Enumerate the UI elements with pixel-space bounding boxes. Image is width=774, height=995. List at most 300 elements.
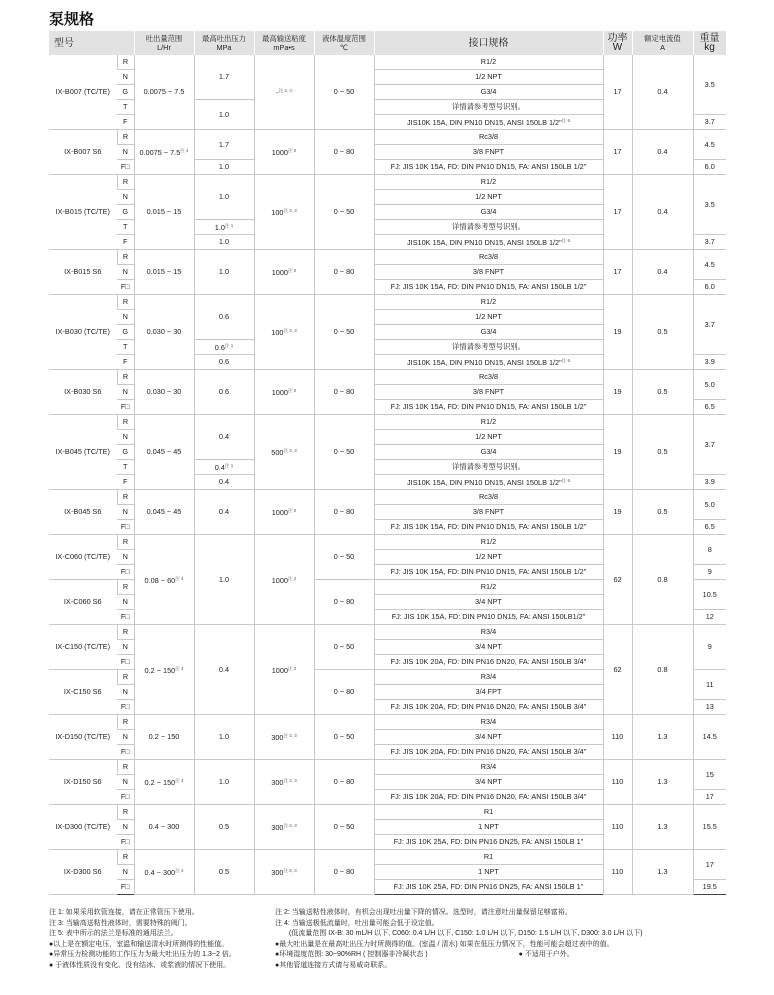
table-cell: 3.5: [693, 175, 726, 235]
table-cell: FJ: JIS 10K 20A, FD: DIN PN16 DN20, FA: ANSI 150LB 3/4": [374, 700, 603, 715]
table-cell: 3/4 NPT: [374, 595, 603, 610]
header-model: 型号: [49, 31, 134, 55]
table-cell: 0 ~ 50: [314, 805, 374, 850]
table-cell: 0.015 ~ 15: [134, 175, 194, 250]
model-cell: IX-C060 S6: [49, 580, 117, 625]
model-cell: IX-B045 S6: [49, 490, 117, 535]
pump-spec-table: [49, 31, 727, 895]
connection-code-cell: R: [117, 490, 134, 505]
table-cell: R3/4: [374, 760, 603, 775]
table-row: [49, 415, 726, 430]
table-cell: R1/2: [374, 175, 603, 190]
model-cell: IX-B045 (TC/TE): [49, 415, 117, 490]
footnote-ref: 注 2: [287, 148, 297, 153]
connection-code-cell: T: [117, 340, 134, 355]
header-max-pressure: 最高吐出压力 MPa: [194, 31, 254, 55]
connection-code-cell: N: [117, 190, 134, 205]
table-cell: 1.0: [194, 250, 254, 295]
table-cell: 1.7: [194, 55, 254, 100]
model-cell: IX-C060 (TC/TE): [49, 535, 117, 580]
table-cell: FJ: JIS 10K 25A, FD: DIN PN16 DN25, FA: ANSI 150LB 1": [374, 880, 603, 895]
table-row: [49, 250, 726, 265]
header-weight: 重量 kg: [693, 31, 726, 55]
table-cell: G3/4: [374, 205, 603, 220]
table-cell: 1/2 NPT: [374, 190, 603, 205]
table-cell: R1/2: [374, 580, 603, 595]
table-cell: 4.5: [693, 130, 726, 160]
connection-code-cell: F□: [117, 880, 134, 895]
connection-code-cell: R: [117, 850, 134, 865]
table-cell: $300^{注 2, 3}$: [254, 715, 314, 760]
connection-code-cell: F□: [117, 160, 134, 175]
table-cell: 0 ~ 80: [314, 490, 374, 535]
table-cell: $1000^{注 2}$: [254, 370, 314, 415]
connection-code-cell: F: [117, 475, 134, 490]
model-cell: IX-B015 S6: [49, 250, 117, 295]
table-row: [49, 850, 726, 865]
connection-code-cell: N: [117, 265, 134, 280]
table-row: [49, 760, 726, 775]
footnote-line: 注 1: 如果采用软管连接，请在正常管压下使用。: [49, 909, 199, 916]
table-cell: 1.7: [194, 130, 254, 160]
connection-code-cell: N: [117, 145, 134, 160]
table-cell: 1.0: [194, 535, 254, 625]
table-cell: 0.4: [194, 475, 254, 490]
footnote-line: 注 5: 表中所示的法兰是标准的通用法兰。: [49, 930, 178, 937]
connection-code-cell: G: [117, 445, 134, 460]
table-cell: 6.0: [693, 280, 726, 295]
table-cell: 19: [603, 490, 632, 535]
table-cell: JIS10K 15A, DIN PN10 DN15, ANSI 150LB 1/2"$^{注 5}$: [374, 235, 603, 250]
header-current: 额定电流值 A: [632, 31, 693, 55]
connection-code-cell: R: [117, 295, 134, 310]
table-cell: 0.4: [632, 55, 693, 130]
model-cell: IX-B030 S6: [49, 370, 117, 415]
table-cell: 8: [693, 535, 726, 565]
header-power: 功率 W: [603, 31, 632, 55]
table-cell: 1.3: [632, 760, 693, 805]
table-cell: 5.0: [693, 490, 726, 520]
table-cell: $1.0^{注 1}$: [194, 220, 254, 235]
table-cell: 110: [603, 850, 632, 895]
connection-code-cell: F□: [117, 790, 134, 805]
table-cell: 0.6: [194, 355, 254, 370]
table-cell: $300^{注 2, 3}$: [254, 850, 314, 895]
table-cell: 1.0: [194, 160, 254, 175]
footnote-ref: 注 2, 3: [278, 88, 292, 93]
table-cell: 15: [693, 760, 726, 790]
connection-code-cell: R: [117, 580, 134, 595]
table-cell: Rc3/8: [374, 130, 603, 145]
table-cell: 1.0: [194, 235, 254, 250]
table-cell: R3/4: [374, 670, 603, 685]
table-cell: Rc3/8: [374, 370, 603, 385]
table-cell: 62: [603, 535, 632, 625]
table-cell: 1/2 NPT: [374, 310, 603, 325]
footnote-ref: 注 4: [175, 665, 184, 671]
footnote-line: 注 4: 当输送极低流量时，吐出量可能会低于设定值。: [275, 919, 439, 927]
table-cell: 0.0075 ~ $7.5^{注 4}$: [134, 130, 194, 175]
table-cell: 0 ~ 80: [314, 850, 374, 895]
table-cell: 0.4: [632, 130, 693, 175]
table-cell: 110: [603, 805, 632, 850]
table-cell: 19.5: [693, 880, 726, 895]
table-cell: 0 ~ 50: [314, 55, 374, 130]
connection-code-cell: F: [117, 115, 134, 130]
footnote-line: ●环境湿度范围: 30~90%RH ( 控制器非冷凝状态 ) ● 不适用于户外。: [275, 951, 574, 958]
table-cell: 3/4 NPT: [374, 775, 603, 790]
footnote-ref: 注 2, 3: [283, 328, 297, 333]
table-header-row: [49, 31, 726, 55]
table-row: [49, 715, 726, 730]
table-cell: 0.0075 ~ 7.5: [134, 55, 194, 130]
table-cell: 0.4 ~ $300^{注 4}$: [134, 850, 194, 895]
connection-code-cell: T: [117, 100, 134, 115]
table-cell: 0.8: [632, 625, 693, 715]
table-cell: 0.4: [632, 175, 693, 250]
table-cell: 19: [603, 415, 632, 490]
table-cell: JIS10K 15A, DIN PN10 DN15, ANSI 150LB 1/2"$^{注 5}$: [374, 355, 603, 370]
table-cell: G3/4: [374, 445, 603, 460]
table-cell: G3/4: [374, 85, 603, 100]
table-cell: 1 NPT: [374, 820, 603, 835]
table-row: [49, 490, 726, 505]
table-cell: 0 ~ 80: [314, 580, 374, 625]
model-cell: IX-B007 S6: [49, 130, 117, 175]
connection-code-cell: T: [117, 460, 134, 475]
table-cell: 1.0: [194, 760, 254, 805]
connection-code-cell: F□: [117, 280, 134, 295]
connection-code-cell: N: [117, 775, 134, 790]
table-cell: 0 ~ 50: [314, 295, 374, 370]
table-cell: 6.5: [693, 400, 726, 415]
table-cell: 1 NPT: [374, 865, 603, 880]
table-cell: 0.2 ~ $150^{注 4}$: [134, 625, 194, 715]
connection-code-cell: N: [117, 820, 134, 835]
table-cell: 0.4: [194, 490, 254, 535]
footnote-line: 注 3: 当输高送粘性液体时，需要特殊的阀门。: [49, 919, 192, 927]
table-cell: $1000^{注 2}$: [254, 490, 314, 535]
connection-code-cell: R: [117, 805, 134, 820]
table-cell: 0 ~ 50: [314, 625, 374, 670]
footnote-ref: 注 2: [287, 388, 297, 393]
footnotes-right: [275, 908, 643, 971]
model-cell: IX-D300 S6: [49, 850, 117, 895]
table-cell: 62: [603, 625, 632, 715]
connection-code-cell: R: [117, 55, 134, 70]
table-cell: FJ: JIS 10K 15A, FD: DIN PN10 DN15, FA: ANSI 150LB 1/2": [374, 280, 603, 295]
connection-code-cell: F□: [117, 610, 134, 625]
connection-code-cell: G: [117, 205, 134, 220]
connection-code-cell: R: [117, 535, 134, 550]
connection-code-cell: F□: [117, 835, 134, 850]
footnote-ref: 注 5: [561, 118, 570, 123]
model-cell: IX-B015 (TC/TE): [49, 175, 117, 250]
table-cell: 0.08 ~ $60^{注 4}$: [134, 535, 194, 625]
table-cell: 0.5: [632, 295, 693, 370]
table-cell: 0.4: [194, 625, 254, 715]
table-cell: 0 ~ 80: [314, 760, 374, 805]
table-cell: 4.5: [693, 250, 726, 280]
table-cell: $1000^{注 2}$: [254, 535, 314, 625]
table-cell: R1: [374, 805, 603, 820]
footnote-ref: 注 2, 3: [283, 448, 297, 453]
table-cell: 1.3: [632, 715, 693, 760]
connection-code-cell: R: [117, 415, 134, 430]
table-cell: 3.5: [693, 55, 726, 115]
table-cell: 6.5: [693, 520, 726, 535]
table-cell: 0 ~ 80: [314, 130, 374, 175]
footnote-ref: 注 2, 3: [283, 208, 297, 213]
footnote-ref: 注 5: [561, 478, 570, 483]
connection-code-cell: N: [117, 730, 134, 745]
table-cell: $100^{注 2, 3}$: [254, 175, 314, 250]
model-cell: IX-C150 (TC/TE): [49, 625, 117, 670]
table-cell: -$^{注 2, 3}$: [254, 55, 314, 130]
table-cell: 19: [603, 370, 632, 415]
table-cell: 0 ~ 80: [314, 370, 374, 415]
table-cell: $1000^{注 2}$: [254, 250, 314, 295]
table-cell: 0.5: [194, 805, 254, 850]
table-cell: 17: [693, 850, 726, 880]
table-cell: Rc3/8: [374, 250, 603, 265]
connection-code-cell: N: [117, 430, 134, 445]
table-cell: 3/4 NPT: [374, 730, 603, 745]
footnote-line: 注 2: 当输送粘性液体时，有机会出现吐出量下降的情况。选型时，请注意吐出量保留足够富裕。: [275, 909, 572, 916]
table-cell: 详情请参考型号识别。: [374, 340, 603, 355]
table-cell: 110: [603, 715, 632, 760]
table-cell: R1/2: [374, 55, 603, 70]
table-cell: 0 ~ 80: [314, 250, 374, 295]
model-cell: IX-D150 (TC/TE): [49, 715, 117, 760]
connection-code-cell: R: [117, 760, 134, 775]
table-cell: 3/4 FPT: [374, 685, 603, 700]
footnote-line: ● 于液体性质没有变化、没有结冰、或浆液的情况下使用。: [49, 961, 231, 969]
table-cell: R1/2: [374, 295, 603, 310]
table-cell: 11: [693, 670, 726, 700]
connection-code-cell: N: [117, 865, 134, 880]
table-cell: $1000^{注 2}$: [254, 130, 314, 175]
table-cell: G3/4: [374, 325, 603, 340]
table-cell: R3/4: [374, 715, 603, 730]
table-cell: 0.4 ~ 300: [134, 805, 194, 850]
table-row: [49, 175, 726, 190]
table-cell: 10.5: [693, 580, 726, 610]
table-cell: 3.7: [693, 115, 726, 130]
table-cell: 详情请参考型号识别。: [374, 100, 603, 115]
footnote-line: ●异常压力检测功能的工作压力为最大吐出压力的 1.3~2 倍。: [49, 951, 236, 958]
table-cell: $500^{注 2, 3}$: [254, 415, 314, 490]
footnote-ref: 注 5: [561, 358, 570, 363]
table-row: [49, 130, 726, 145]
table-cell: 17: [693, 790, 726, 805]
footnote-ref: 注 2, 3: [283, 733, 297, 738]
header-flow-range: 吐出量范围 L/Hr: [134, 31, 194, 55]
table-cell: 9: [693, 625, 726, 670]
table-cell: $0.6^{注 1}$: [194, 340, 254, 355]
table-row: [49, 535, 726, 550]
table-cell: FJ: JIS 10K 15A, FD: DIN PN10 DN15, FA: ANSI 150LB 1/2": [374, 565, 603, 580]
table-cell: 1/2 NPT: [374, 430, 603, 445]
table-cell: JIS10K 15A, DIN PN10 DN15, ANSI 150LB 1/2"$^{注 5}$: [374, 475, 603, 490]
table-cell: 3/8 FNPT: [374, 505, 603, 520]
table-cell: JIS10K 15A, DIN PN10 DN15, ANSI 150LB 1/2"$^{注 5}$: [374, 115, 603, 130]
table-row: [49, 55, 726, 70]
table-cell: FJ: JIS 10K 20A, FD: DIN PN16 DN20, FA: ANSI 150LB 3/4": [374, 790, 603, 805]
footnote-line: ●其他管道连接方式请与易威奇联系。: [275, 961, 392, 969]
page-title: 泵规格: [49, 11, 95, 28]
table-cell: 3/8 FNPT: [374, 265, 603, 280]
table-cell: FJ: JIS 10K 20A, FD: DIN PN16 DN20, FA: ANSI 150LB 3/4": [374, 655, 603, 670]
table-cell: $300^{注 2, 3}$: [254, 760, 314, 805]
footnote-ref: 注 2: [287, 665, 297, 671]
table-cell: 0.015 ~ 15: [134, 250, 194, 295]
table-cell: 1.0: [194, 100, 254, 130]
table-cell: 19: [603, 295, 632, 370]
connection-code-cell: G: [117, 325, 134, 340]
table-cell: FJ: JIS 10K 15A, FD: DIN PN10 DN15, FA: ANSI 150LB 1/2": [374, 160, 603, 175]
footnote-ref: 注 4: [180, 148, 189, 153]
table-cell: 3/4 NPT: [374, 640, 603, 655]
table-cell: 0.2 ~ 150: [134, 715, 194, 760]
table-cell: 3/8 FNPT: [374, 145, 603, 160]
table-cell: 0.5: [632, 490, 693, 535]
table-cell: 0.5: [632, 370, 693, 415]
footnote-ref: 注 4: [175, 575, 184, 581]
connection-code-cell: N: [117, 550, 134, 565]
table-cell: 14.5: [693, 715, 726, 760]
table-cell: R1: [374, 850, 603, 865]
table-cell: FJ: JIS 10K 15A, FD: DIN PN10 DN15, FA: ANSI 150LB1/2": [374, 610, 603, 625]
table-cell: 详情请参考型号识别。: [374, 460, 603, 475]
connection-code-cell: R: [117, 370, 134, 385]
footnote-ref: 注 2, 3: [283, 823, 297, 828]
header-connection: 接口规格: [374, 31, 603, 55]
table-cell: 0 ~ 50: [314, 715, 374, 760]
footnote-ref: 注 4: [175, 778, 184, 783]
table-cell: $100^{注 2, 3}$: [254, 295, 314, 370]
table-cell: 0 ~ 80: [314, 670, 374, 715]
table-cell: 15.5: [693, 805, 726, 850]
table-cell: 0.6: [194, 370, 254, 415]
connection-code-cell: N: [117, 310, 134, 325]
table-cell: FJ: JIS 10K 20A, FD: DIN PN16 DN20, FA: ANSI 150LB 3/4": [374, 745, 603, 760]
table-cell: R1/2: [374, 415, 603, 430]
footnote-ref: 注 1: [224, 463, 234, 468]
connection-code-cell: R: [117, 130, 134, 145]
table-cell: 17: [603, 250, 632, 295]
table-cell: 0.4: [632, 250, 693, 295]
connection-code-cell: F: [117, 235, 134, 250]
connection-code-cell: F: [117, 355, 134, 370]
table-cell: 1.0: [194, 715, 254, 760]
model-cell: IX-D150 S6: [49, 760, 117, 805]
footnote-ref: 注 2, 3: [283, 868, 297, 873]
footnote-line: ●最大吐出量是在最高吐出压力时所测得的值。(室温 / 清水) 如果在低压力情况下，性能可能会超过表中的值。: [275, 940, 614, 948]
table-cell: 0.045 ~ 45: [134, 415, 194, 490]
footnote-ref: 注 1: [224, 223, 234, 228]
table-cell: 0.4: [194, 415, 254, 460]
table-row: [49, 625, 726, 640]
table-cell: R3/4: [374, 625, 603, 640]
table-body: [49, 55, 726, 895]
footnote-ref: 注 2: [287, 268, 297, 273]
connection-code-cell: F□: [117, 565, 134, 580]
connection-code-cell: F□: [117, 400, 134, 415]
footnote-ref: 注 2: [287, 575, 297, 581]
table-cell: 3.9: [693, 355, 726, 370]
table-cell: 详情请参考型号识别。: [374, 220, 603, 235]
table-row: [49, 295, 726, 310]
table-cell: 17: [603, 130, 632, 175]
connection-code-cell: R: [117, 250, 134, 265]
table-cell: 0.5: [632, 415, 693, 490]
table-cell: 3.7: [693, 295, 726, 355]
connection-code-cell: N: [117, 595, 134, 610]
table-cell: 6.0: [693, 160, 726, 175]
footnote-line: (低流量范围 IX-B: 30 mL/H 以下, C060: 0.4 L/H 以下, C150: 1.0 L/H 以下, D150: 1.5 L/H 以下, D300: 3.0 L/H 以下): [275, 930, 643, 937]
table-cell: Rc3/8: [374, 490, 603, 505]
connection-code-cell: N: [117, 505, 134, 520]
table-cell: 1.0: [194, 175, 254, 220]
table-cell: 0.045 ~ 45: [134, 490, 194, 535]
table-cell: $0.4^{注 1}$: [194, 460, 254, 475]
table-cell: 1/2 NPT: [374, 550, 603, 565]
connection-code-cell: F□: [117, 655, 134, 670]
table-cell: 12: [693, 610, 726, 625]
table-cell: 0 ~ 50: [314, 415, 374, 490]
table-cell: 110: [603, 760, 632, 805]
table-cell: 17: [603, 175, 632, 250]
table-cell: FJ: JIS 10K 25A, FD: DIN PN16 DN25, FA: ANSI 150LB 1": [374, 835, 603, 850]
model-cell: IX-B030 (TC/TE): [49, 295, 117, 370]
connection-code-cell: F□: [117, 520, 134, 535]
table-cell: 1.3: [632, 850, 693, 895]
footnote-ref: 注 2, 3: [283, 778, 297, 783]
table-cell: 3.7: [693, 415, 726, 475]
table-cell: 0.030 ~ 30: [134, 370, 194, 415]
connection-code-cell: R: [117, 625, 134, 640]
connection-code-cell: N: [117, 70, 134, 85]
table-cell: 3.9: [693, 475, 726, 490]
table-cell: $300^{注 2, 3}$: [254, 805, 314, 850]
table-cell: 1.3: [632, 805, 693, 850]
model-cell: IX-C150 S6: [49, 670, 117, 715]
connection-code-cell: R: [117, 715, 134, 730]
table-cell: 1/2 NPT: [374, 70, 603, 85]
connection-code-cell: N: [117, 640, 134, 655]
connection-code-cell: T: [117, 220, 134, 235]
footnote-line: ●以上是在额定电压，室温和输送清水时所测得的性能值。: [49, 940, 229, 948]
table-cell: 0 ~ 50: [314, 535, 374, 580]
connection-code-cell: F□: [117, 745, 134, 760]
footnote-ref: 注 1: [224, 343, 234, 348]
connection-code-cell: G: [117, 85, 134, 100]
table-cell: 0.2 ~ $150^{注 4}$: [134, 760, 194, 805]
table-cell: 0.5: [194, 850, 254, 895]
table-cell: FJ: JIS 10K 15A, FD: DIN PN10 DN15, FA: ANSI 150LB 1/2": [374, 520, 603, 535]
connection-code-cell: N: [117, 685, 134, 700]
table-row: [49, 370, 726, 385]
table-cell: FJ: JIS 10K 15A, FD: DIN PN10 DN15, FA: ANSI 150LB 1/2": [374, 400, 603, 415]
footnote-ref: 注 5: [561, 238, 570, 243]
table-cell: 3.7: [693, 235, 726, 250]
table-cell: 0.8: [632, 535, 693, 625]
table-cell: R1/2: [374, 535, 603, 550]
table-cell: 3/8 FNPT: [374, 385, 603, 400]
connection-code-cell: F□: [117, 700, 134, 715]
footnotes-left: [49, 908, 236, 971]
